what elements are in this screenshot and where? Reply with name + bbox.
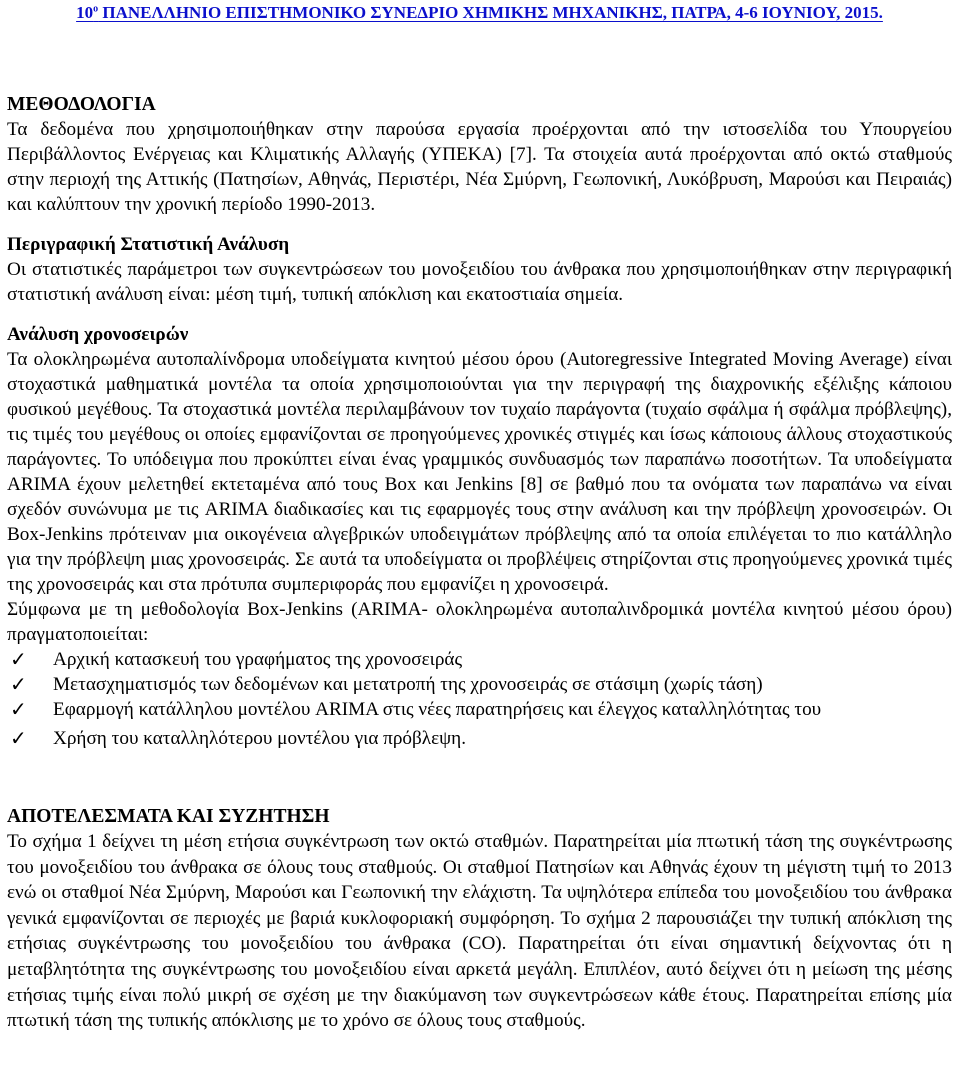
methodology-intro: Τα δεδομένα που χρησιμοποιήθηκαν στην παρούσα εργασία προέρχονται από την ιστοσελίδα του Υπουργείου Περιβάλλοντος Ενέργειας και Κλιματικής Αλλαγής (ΥΠΕΚΑ) [7]. Τα στοιχεία αυτά προέρχονται από οκτώ σταθμούς στην περιοχή της Αττικής (Πατησίων, Αθηνάς, Περιστέρι, Νέα Σμύρνη, Γεωπονική, Λυκόβρυση, Μαρούσι και Πειραιάς) και καλύπτουν την χρονική περίοδο 1990-2013. bbox=[7, 119, 952, 215]
header-text: ΠΑΝΕΛΛΗΝΙΟ ΕΠΙΣΤΗΜΟΝΙΚΟ ΣΥΝΕΔΡΙΟ ΧΗΜΙΚΗΣ ΜΗΧΑΝΙΚΗΣ, ΠΑΤΡΑ, 4-6 ΙΟΥΝΙΟΥ, 2015. bbox=[98, 3, 883, 22]
methodology-section bbox=[7, 92, 952, 751]
boxjenkins-text: Σύμφωνα με τη μεθοδολογία Box-Jenkins (ARIMA- ολοκληρωμένα αυτοπαλινδρομικά μοντέλα κινητού μέσου όρου) πραγματοποιείται: bbox=[7, 599, 952, 645]
list-item bbox=[7, 697, 952, 722]
check-icon: ✓ bbox=[10, 649, 27, 671]
check-icon: ✓ bbox=[10, 728, 27, 750]
check-icon: ✓ bbox=[10, 674, 27, 696]
timeseries-text: Τα ολοκληρωμένα αυτοπαλίνδρομα υποδείγματα κινητού μέσου όρου (Autoregressive Integrated Moving Average) είναι στοχαστικά μαθηματικά μοντέλα τα οποία χρησιμοποιούνται για την περιγραφή της διαχρονικής εξέλιξης κάποιου φυσικού μεγέθους. Τα στοχαστικά μοντέλα περιλαμβάνουν τον τυχαίο παράγοντα (τυχαίο σφάλμα ή σφάλμα πρόβλεψης), τις τιμές του μεγέθους οι οποίες εμφανίζονται σε προηγούμενες χρονικές στιγμές και ίσως κάποιους άλλους στοχαστικούς παράγοντες. Το υπόδειγμα που προκύπτει είναι ένας γραμμικός συνδυασμός των παραπάνω ποσοτήτων. Τα υποδείγματα ARIMA έχουν μελετηθεί εκτεταμένα από τους Box και Jenkins [8] σε βαθμό που τα ονόματα των παραπάνω να είναι σχεδόν συνώνυμα με τις ARIMA διαδικασίες και τις εφαρμογές τους στην ανάλυση και την πρόβλεψη χρονοσειρών. Οι Box-Jenkins πρότειναν μια οικογένεια αλγεβρικών υποδειγμάτων πρόβλεψης από τα οποία επιλέγεται το πιο κατάλληλο για την πρόβλεψη μιας χρονοσειράς. Σε αυτά τα υποδείγματα οι προβλέψεις στηρίζονται στις προηγούμενες χρονικά τιμές της χρονοσειράς και στα πρότυπα συμπεριφοράς που εμφανίζει η χρονοσειρά. bbox=[7, 349, 952, 595]
descriptive-stats-text: Οι στατιστικές παράμετροι των συγκεντρώσεων του μονοξειδίου του άνθρακα που χρησιμοποιήθηκαν στην περιγραφική στατιστική ανάλυση είναι: μέση τιμή, τυπική απόκλιση και εκατοστιαία σημεία. bbox=[7, 259, 952, 305]
list-item-text: Μετασχηματισμός των δεδομένων και μετατροπή της χρονοσειράς σε στάσιμη (χωρίς τάση) bbox=[53, 674, 763, 695]
results-section bbox=[7, 804, 952, 1034]
list-item-text: Αρχική κατασκευή του γραφήματος της χρονοσειράς bbox=[53, 649, 463, 670]
methodology-heading: ΜΕΘΟΔΟΛΟΓΙΑ bbox=[7, 94, 156, 115]
header-number: 10 bbox=[76, 3, 94, 22]
check-icon: ✓ bbox=[10, 699, 27, 721]
list-item-text: Χρήση του καταλληλότερου μοντέλου για πρόβλεψη. bbox=[53, 728, 466, 749]
header-superscript: ο bbox=[93, 3, 99, 15]
list-item bbox=[7, 726, 952, 751]
list-item bbox=[7, 647, 952, 672]
descriptive-stats-heading: Περιγραφική Στατιστική Ανάλυση bbox=[7, 234, 290, 255]
running-header bbox=[7, 0, 952, 25]
timeseries-heading: Ανάλυση χρονοσειρών bbox=[7, 324, 189, 345]
results-heading: ΑΠΟΤΕΛΕΣΜΑΤΑ ΚΑΙ ΣΥΖΗΤΗΣΗ bbox=[7, 806, 330, 827]
list-item-text: Εφαρμογή κατάλληλου μοντέλου ARIMA στις νέες παρατηρήσεις και έλεγχος καταλληλότητας του bbox=[53, 699, 822, 720]
results-text: Το σχήμα 1 δείχνει τη μέση ετήσια συγκέντρωση των οκτώ σταθμών. Παρατηρείται μία πτωτική τάση της συγκέντρωσης του μονοξειδίου του άνθρακα σε όλους τους σταθμούς. Οι σταθμοί Πατησίων και Αθηνάς έχουν τη μέγιστη τιμή το 2013 ενώ οι σταθμοί Νέα Σμύρνη, Μαρούσι και Γεωπονική την ελάχιστη. Τα υψηλότερα επίπεδα του μονοξειδίου του άνθρακα γενικά εμφανίζονται σε περιοχές με βαριά κυκλοφοριακή συμφόρηση. Το σχήμα 2 παρουσιάζει την τυπική απόκλιση της ετήσιας συγκέντρωσης του μονοξειδίου του άνθρακα (CO). Παρατηρείται ότι είναι σημαντική δείχνοντας ότι η μεταβλητότητα της συγκέντρωσης του μονοξειδίου είναι αρκετά μεγάλη. Επιπλέον, αυτό δείχνει ότι η μείωση της μέσης ετήσιας τιμής είναι πολύ μικρή σε σχέση με την διακύμανση των συγκεντρώσεων κάθε έτους. Παρατηρείται επίσης μία πτωτική τάση της τυπικής απόκλισης με το χρόνο σε όλους τους σταθμούς. bbox=[7, 831, 952, 1032]
list-item bbox=[7, 672, 952, 697]
methodology-steps-list bbox=[7, 647, 952, 751]
